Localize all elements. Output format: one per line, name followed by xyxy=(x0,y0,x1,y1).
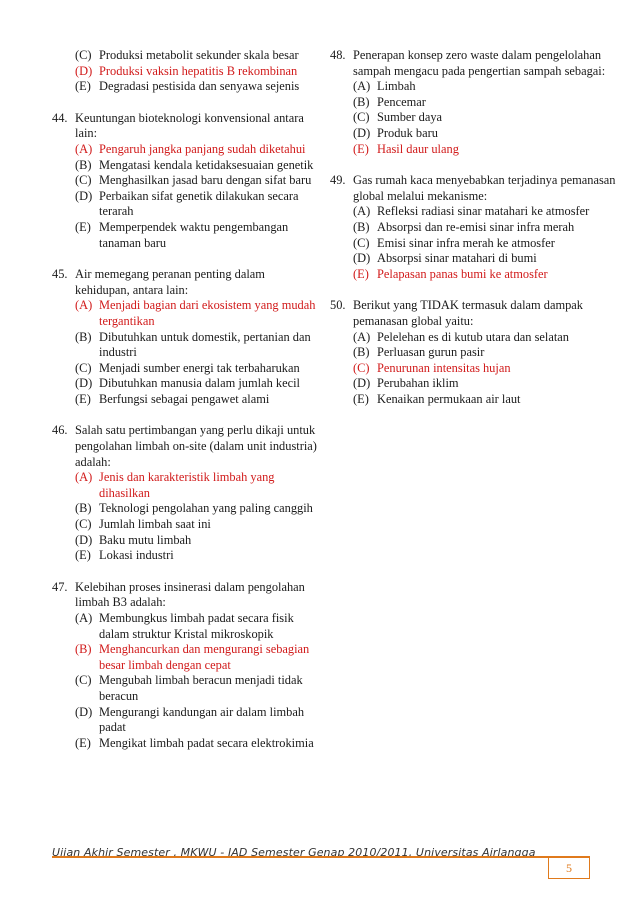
option-text: Degradasi pestisida dan senyawa sejenis xyxy=(99,79,300,94)
question-text: Keuntungan bioteknologi konvensional antara lain: xyxy=(75,110,304,141)
page-number: 5 xyxy=(548,858,590,879)
option-text: Menghasilkan jasad baru dengan sifat baru xyxy=(99,173,312,188)
footer-divider xyxy=(52,856,590,858)
option-label: (E) xyxy=(75,548,91,563)
question-text: Kelebihan proses insinerasi dalam pengolahan limbah B3 adalah: xyxy=(75,579,305,610)
option-text: Membungkus limbah padat secara fisik dalam struktur Kristal mikroskopik xyxy=(99,611,294,641)
question-45 xyxy=(52,267,320,407)
option xyxy=(75,158,320,174)
answer-option xyxy=(353,361,622,377)
option-label: (B) xyxy=(353,345,370,360)
question-stem xyxy=(52,111,320,142)
question-text: Salah satu pertimbangan yang perlu dikaji untuk pengolahan limbah on-site (dalam unit industria) adalah: xyxy=(75,423,317,469)
option-text: Emisi sinar infra merah ke atmosfer xyxy=(377,235,555,250)
question-stem xyxy=(330,48,622,79)
option-label: (A) xyxy=(75,611,93,625)
answer-option xyxy=(353,267,622,283)
option xyxy=(75,673,320,704)
option-label: (C) xyxy=(75,673,92,688)
option xyxy=(75,392,320,408)
options-list xyxy=(52,611,320,751)
answer-option xyxy=(75,470,320,501)
option-text: Mengatasi kendala ketidaksesuaian genetik xyxy=(99,157,314,172)
option-label: (E) xyxy=(75,391,91,406)
footer-text: Ujian Akhir Semester , MKWU - IAD Semester Genap 2010/2011, Universitas Airlangga xyxy=(52,846,536,859)
question-stem xyxy=(52,423,320,470)
option xyxy=(75,189,320,220)
option-text: Dibutuhkan manusia dalam jumlah kecil xyxy=(99,376,300,391)
option-text: Produk baru xyxy=(377,125,438,140)
question-number: 48. xyxy=(330,48,346,62)
option-label: (E) xyxy=(353,141,369,156)
option-text: Berfungsi sebagai pengawet alami xyxy=(99,391,270,406)
option xyxy=(75,736,320,752)
option-label: (C) xyxy=(353,360,370,375)
option-text: Mengurangi kandungan air dalam limbah padat xyxy=(99,704,305,735)
answer-option xyxy=(353,142,622,158)
question-number: 47. xyxy=(52,579,68,594)
options-list xyxy=(330,79,622,157)
option-text: Produksi vaksin hepatitis B rekombinan xyxy=(99,63,298,78)
option-label: (B) xyxy=(75,157,92,172)
options-list xyxy=(52,142,320,251)
option xyxy=(75,517,320,533)
option-label: (B) xyxy=(353,94,370,109)
option-text: Baku mutu limbah xyxy=(99,532,192,547)
option-text: Penurunan intensitas hujan xyxy=(377,360,511,375)
option-label: (D) xyxy=(75,532,93,547)
question-48 xyxy=(330,48,622,157)
left-questions xyxy=(52,111,320,752)
option-label: (C) xyxy=(75,48,92,62)
option-label: (C) xyxy=(353,235,370,250)
option xyxy=(75,376,320,392)
option xyxy=(75,548,320,564)
option-label: (B) xyxy=(75,642,92,657)
option-label: (C) xyxy=(353,110,370,125)
options-list xyxy=(330,330,622,408)
answer-option xyxy=(75,64,320,80)
option-text: Lokasi industri xyxy=(99,548,174,563)
option-label: (C) xyxy=(75,173,92,188)
option xyxy=(75,173,320,189)
option-text: Mengubah limbah beracun menjadi tidak beracun xyxy=(99,673,303,703)
option xyxy=(75,48,320,64)
option xyxy=(353,110,622,126)
option-text: Menjadi sumber energi tak terbaharukan xyxy=(99,360,300,375)
option xyxy=(75,533,320,549)
option xyxy=(75,220,320,251)
option-text: Refleksi radiasi sinar matahari ke atmosfer xyxy=(377,204,590,219)
option xyxy=(75,330,320,361)
right-questions xyxy=(330,48,622,407)
option-text: Sumber daya xyxy=(377,110,443,125)
option-text: Pengaruh jangka panjang sudah diketahui xyxy=(99,141,306,156)
option-text: Jenis dan karakteristik limbah yang dihasilkan xyxy=(99,470,275,500)
option-text: Absorpsi sinar matahari di bumi xyxy=(377,251,537,266)
option xyxy=(353,330,622,346)
option xyxy=(353,392,622,408)
option-label: (D) xyxy=(75,376,93,391)
question-50 xyxy=(330,298,622,407)
option-label: (B) xyxy=(75,329,92,344)
option xyxy=(353,126,622,142)
option xyxy=(75,79,320,95)
answer-option xyxy=(75,298,320,329)
option-text: Menghancurkan dan mengurangi sebagian besar limbah dengan cepat xyxy=(99,642,310,672)
option-label: (D) xyxy=(75,188,93,203)
option-label: (D) xyxy=(353,125,371,140)
option xyxy=(353,204,622,220)
answer-option xyxy=(75,642,320,673)
option-text: Perubahan iklim xyxy=(377,376,459,391)
option-text: Menjadi bagian dari ekosistem yang mudah tergantikan xyxy=(99,298,316,328)
option xyxy=(75,705,320,736)
option-label: (D) xyxy=(353,376,371,391)
question-43-continued xyxy=(52,48,320,95)
option-label: (E) xyxy=(75,219,91,234)
option-label: (D) xyxy=(75,63,93,78)
option-text: Kenaikan permukaan air laut xyxy=(377,391,521,406)
question-stem xyxy=(52,267,320,298)
option-label: (A) xyxy=(353,329,371,344)
question-47 xyxy=(52,580,320,752)
option-text: Limbah xyxy=(377,79,416,94)
options-list xyxy=(52,470,320,564)
option-text: Mengikat limbah padat secara elektrokimia xyxy=(99,735,314,750)
option xyxy=(353,251,622,267)
option-text: Jumlah limbah saat ini xyxy=(99,517,211,532)
option xyxy=(75,361,320,377)
option-text: Memperpendek waktu pengembangan tanaman baru xyxy=(99,219,289,250)
option-label: (A) xyxy=(75,470,93,485)
question-text: Gas rumah kaca menyebabkan terjadinya pemanasan global melalui mekanisme: xyxy=(353,173,616,203)
option-text: Perbaikan sifat genetik dilakukan secara terarah xyxy=(99,188,299,219)
question-stem xyxy=(330,173,622,204)
option-text: Teknologi pengolahan yang paling canggih xyxy=(99,501,313,516)
question-text: Penerapan konsep zero waste dalam pengelolahan sampah mengacu pada pengertian sampah sebagai: xyxy=(353,48,606,78)
question-49 xyxy=(330,173,622,282)
option-label: (D) xyxy=(75,704,93,719)
question-stem xyxy=(330,298,622,329)
option-label: (D) xyxy=(353,251,371,266)
option xyxy=(353,376,622,392)
option xyxy=(353,79,622,95)
option-label: (A) xyxy=(353,204,371,219)
option-label: (C) xyxy=(75,360,92,375)
option-label: (E) xyxy=(75,79,91,94)
question-text: Air memegang peranan penting dalam kehidupan, antara lain: xyxy=(75,267,265,297)
option-label: (B) xyxy=(353,219,370,234)
option-text: Perluasan gurun pasir xyxy=(377,345,485,360)
question-stem xyxy=(52,580,320,611)
option-label: (C) xyxy=(75,517,92,532)
option-text: Absorpsi dan re-emisi sinar infra merah xyxy=(377,219,575,234)
option-text: Hasil daur ulang xyxy=(377,141,459,156)
option-text: Pelelehan es di kutub utara dan selatan xyxy=(377,329,569,344)
options-list xyxy=(330,204,622,282)
question-number: 45. xyxy=(52,267,68,282)
option-label: (E) xyxy=(353,266,369,281)
question-44 xyxy=(52,111,320,251)
option-label: (A) xyxy=(75,141,93,156)
option xyxy=(353,345,622,361)
option-text: Pencemar xyxy=(377,94,426,109)
question-text: Berikut yang TIDAK termasuk dalam dampak pemanasan global yaitu: xyxy=(353,298,583,328)
option xyxy=(353,95,622,111)
options-list xyxy=(52,48,320,95)
option xyxy=(75,501,320,517)
left-column xyxy=(52,48,320,767)
option-label: (A) xyxy=(353,79,371,94)
options-list xyxy=(52,298,320,407)
option-label: (E) xyxy=(353,391,369,406)
option-label: (E) xyxy=(75,735,91,750)
option-text: Pelapasan panas bumi ke atmosfer xyxy=(377,266,548,281)
option xyxy=(353,220,622,236)
right-column xyxy=(330,48,622,423)
option xyxy=(75,611,320,642)
question-number: 44. xyxy=(52,110,68,125)
question-number: 46. xyxy=(52,423,68,438)
question-number: 50. xyxy=(330,298,346,313)
option-label: (A) xyxy=(75,298,93,313)
question-46 xyxy=(52,423,320,563)
option-text: Produksi metabolit sekunder skala besar xyxy=(99,48,299,62)
question-number: 49. xyxy=(330,173,346,188)
option-text: Dibutuhkan untuk domestik, pertanian dan industri xyxy=(99,329,311,360)
option-label: (B) xyxy=(75,501,92,516)
answer-option xyxy=(75,142,320,158)
option xyxy=(353,236,622,252)
